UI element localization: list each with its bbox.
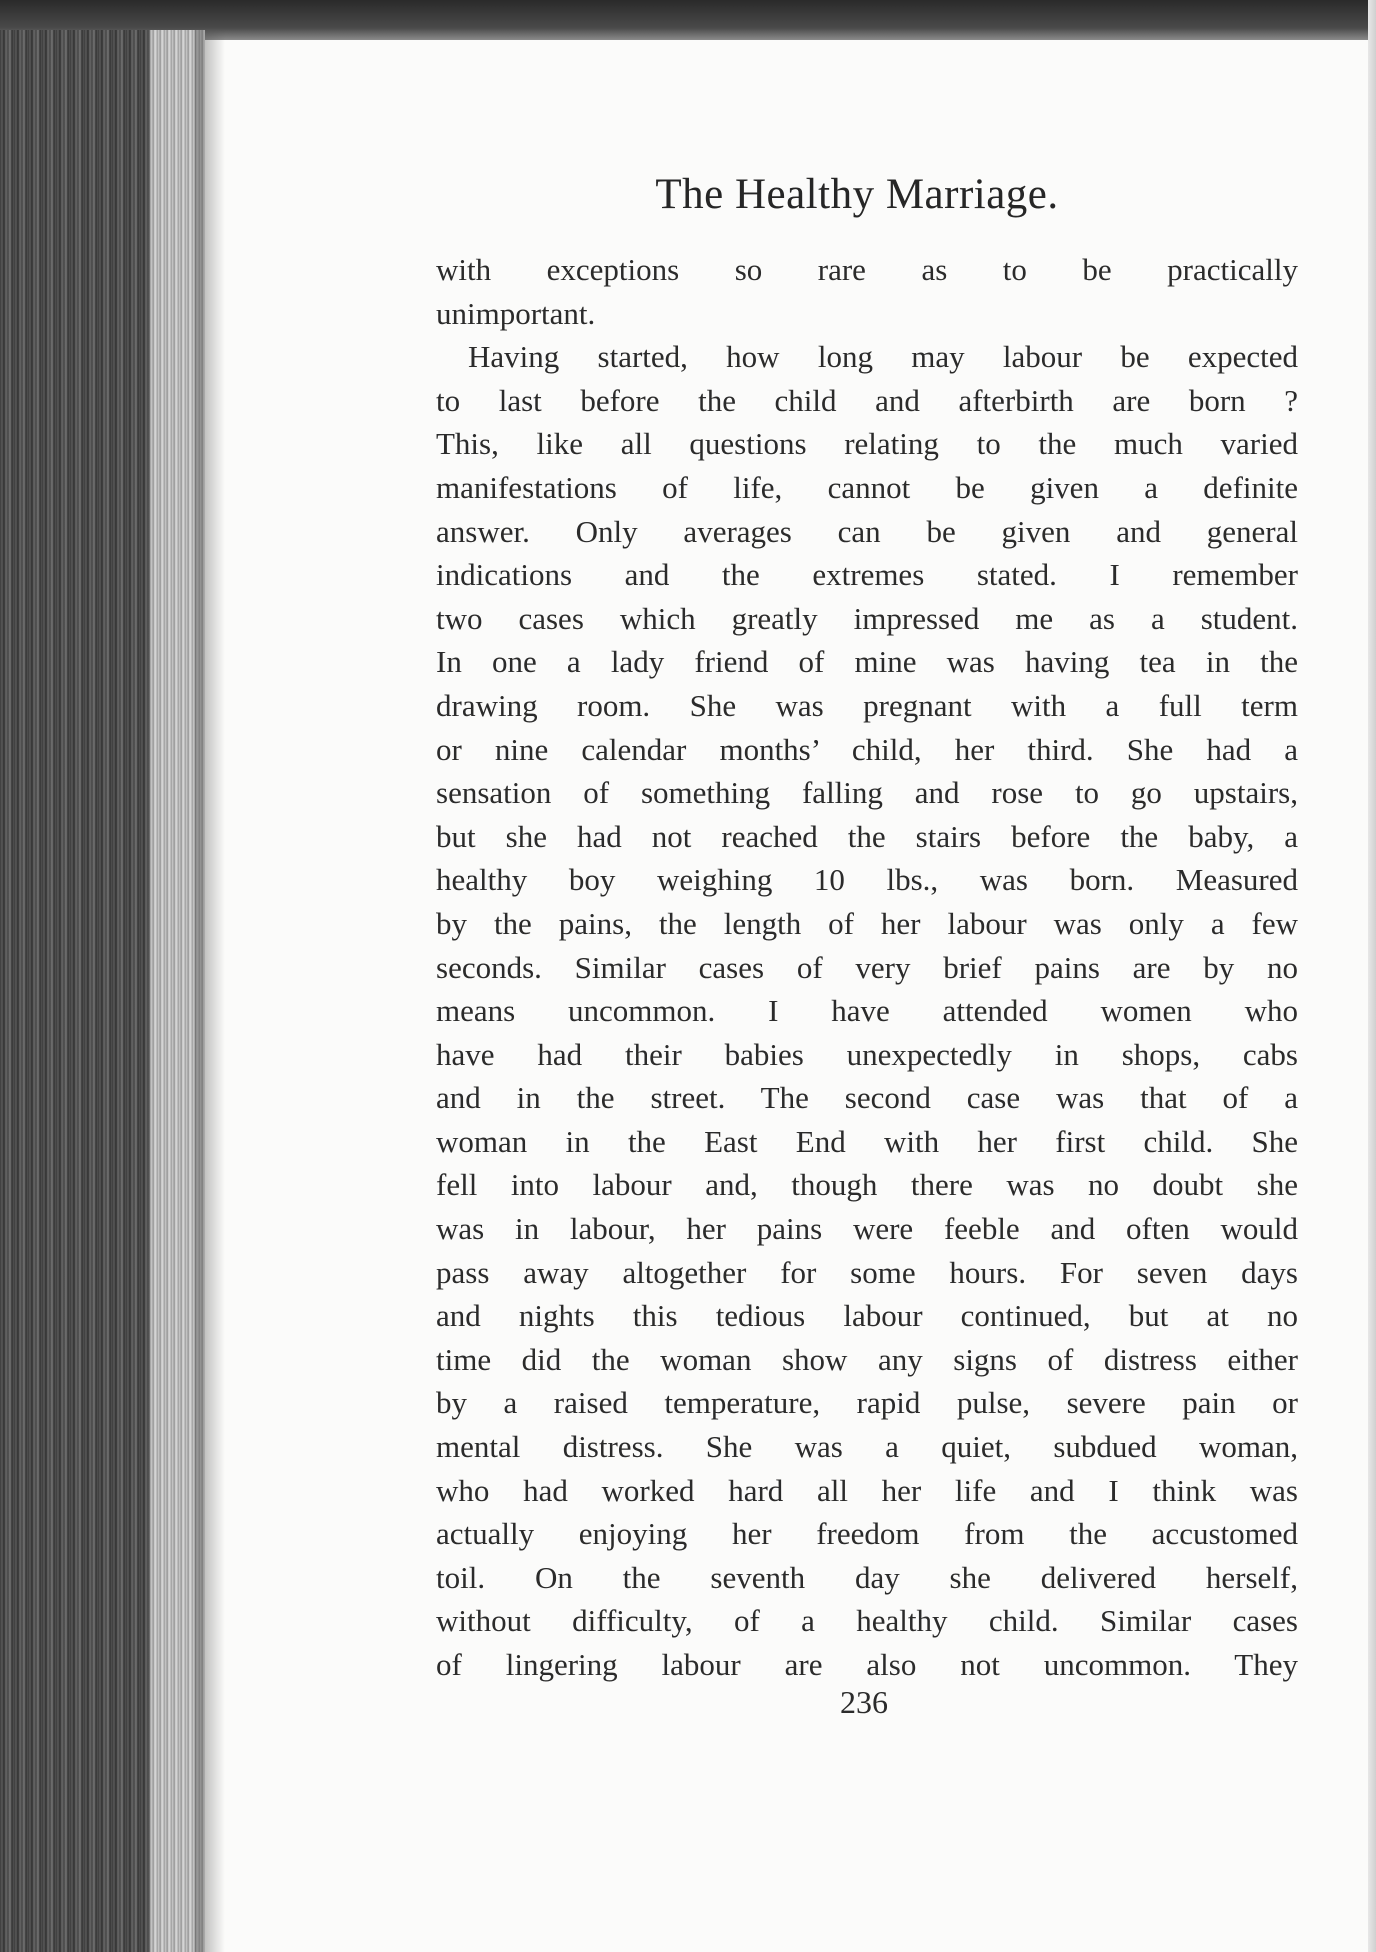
text-line: unimportant.	[436, 295, 596, 331]
text-line: sensation of something falling and rose to go upstairs,	[436, 775, 1298, 811]
text-line: manifestations of life, cannot be given a definite	[436, 469, 1298, 505]
text-line: without difficulty, of a healthy child. Similar cases	[436, 1603, 1298, 1639]
running-head: The Healthy Marriage.	[655, 171, 1059, 218]
text-line: woman in the East End with her first child. She	[436, 1123, 1298, 1159]
text-line: Having started, how long may labour be expected	[468, 339, 1298, 375]
text-line: fell into labour and, though there was no doubt she	[436, 1167, 1298, 1203]
body-text	[436, 248, 1298, 1687]
text-line: or nine calendar months’ child, her third. She had a	[436, 731, 1298, 767]
text-line: In one a lady friend of mine was having tea in the	[436, 644, 1298, 680]
text-line: pass away altogether for some hours. For seven days	[436, 1254, 1298, 1290]
text-line: time did the woman show any signs of distress either	[436, 1341, 1298, 1377]
text-line: mental distress. She was a quiet, subdued woman,	[436, 1429, 1298, 1465]
book-page-edges	[0, 30, 205, 1952]
text-line: indications and the extremes stated. I remember	[436, 557, 1298, 593]
scan-right-border	[1368, 0, 1376, 1952]
text-line: means uncommon. I have attended women who	[436, 993, 1298, 1029]
text-line: seconds. Similar cases of very brief pains are by no	[436, 949, 1298, 985]
text-line: drawing room. She was pregnant with a full term	[436, 687, 1298, 723]
text-line: have had their babies unexpectedly in shops, cabs	[436, 1036, 1298, 1072]
text-line: was in labour, her pains were feeble and often would	[436, 1211, 1298, 1247]
page-number: 236	[840, 1684, 888, 1720]
text-line: who had worked hard all her life and I think was	[436, 1472, 1298, 1508]
text-line: and in the street. The second case was that of a	[436, 1080, 1298, 1116]
text-line: answer. Only averages can be given and general	[436, 513, 1298, 549]
text-line: two cases which greatly impressed me as a student.	[436, 600, 1298, 636]
text-line: by a raised temperature, rapid pulse, severe pain or	[436, 1385, 1298, 1421]
page	[210, 40, 1368, 1952]
text-line: This, like all questions relating to the much varied	[436, 426, 1298, 462]
text-line: of lingering labour are also not uncommon. They	[436, 1647, 1298, 1682]
text-line: toil. On the seventh day she delivered herself,	[436, 1559, 1298, 1595]
text-line: and nights this tedious labour continued, but at no	[436, 1298, 1298, 1334]
text-line: by the pains, the length of her labour was only a few	[436, 905, 1298, 941]
text-line: with exceptions so rare as to be practically	[436, 252, 1298, 287]
text-line: to last before the child and afterbirth are born ?	[436, 382, 1298, 418]
text-line: actually enjoying her freedom from the accustomed	[436, 1516, 1298, 1552]
text-line: healthy boy weighing 10 lbs., was born. Measured	[436, 862, 1298, 898]
text-line: but she had not reached the stairs before the baby, a	[436, 818, 1298, 854]
